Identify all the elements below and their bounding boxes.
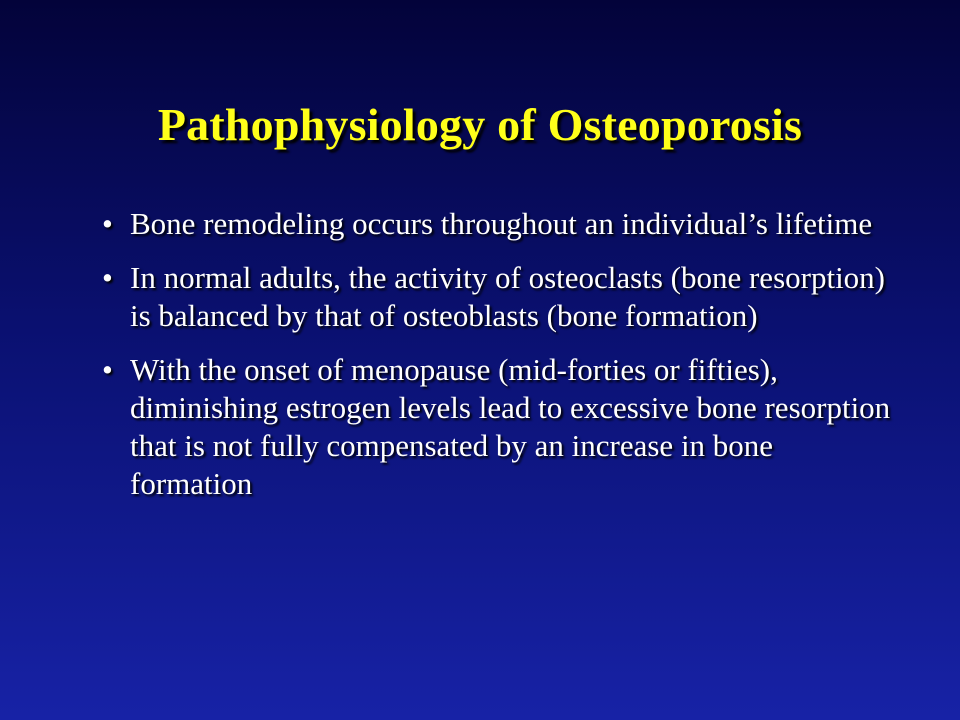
bullet-text: With the onset of menopause (mid-forties or fifties), diminishing estrogen levels lead to excessive bone resorption that is not fully compensated by an increase in bone formation: [130, 352, 891, 501]
bullet-text: In normal adults, the activity of osteoclasts (bone resorption) is balanced by that of osteoblasts (bone formation): [130, 260, 886, 333]
bullet-list: [98, 205, 898, 519]
bullet-text: Bone remodeling occurs throughout an individual’s lifetime: [130, 206, 873, 241]
bullet-item: [98, 351, 898, 503]
bullet-icon: •: [102, 352, 113, 387]
slide-title: Pathophysiology of Osteoporosis: [157, 99, 803, 150]
bullet-item: [98, 205, 898, 243]
bullet-item: [98, 259, 898, 335]
bullet-icon: •: [102, 260, 113, 295]
bullet-icon: •: [102, 206, 113, 241]
